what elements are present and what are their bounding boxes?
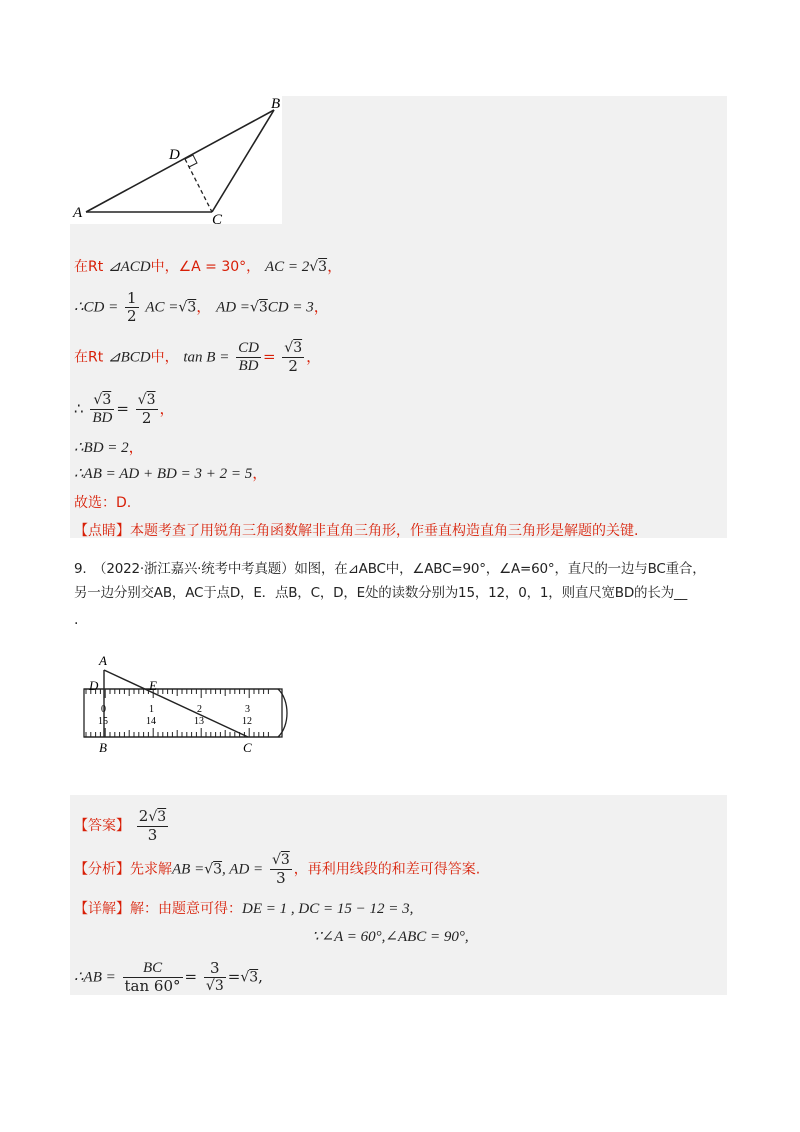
solution-line-4: ∴ $\frac{√3}{BD}$ = $\frac{√3}{2}$ ， <box>74 392 175 427</box>
detail-line-1: 【详解】解：由题意可得：DE = 1 , DC = 15 − 12 = 3, <box>74 901 414 917</box>
solution-line-5: ∴BD = 2， <box>74 438 144 456</box>
detail-line-3: ∴AB = $\frac{BC}{\tan 60^\circ}$ = $\frac{3}{√3}$ =√3, <box>74 959 263 995</box>
label-C: C <box>212 212 223 224</box>
label-D: D <box>169 147 180 163</box>
label-B2: B <box>99 740 107 755</box>
solution-line-2: ∴CD = $\frac{1}{2}$ AC =√3， AD =√3CD = 3， <box>74 289 329 325</box>
label-A2: A <box>99 653 107 668</box>
label-A: A <box>73 205 83 221</box>
triangle-figure <box>70 96 282 224</box>
ruler-top-1: 1 <box>149 704 154 715</box>
ruler-bottom-13: 13 <box>194 716 204 727</box>
solution-line-1: 在Rt ⊿ACD中，∠A = 30°， AC = 2√3， <box>74 257 343 275</box>
ruler-bottom-15: 15 <box>98 716 108 727</box>
ruler-figure <box>80 648 290 758</box>
question-9-line-2: 另一边分别交AB，AC于点D，E．点B，C，D，E处的读数分别为15，12，0，1，则直尺宽BD的长为__ <box>74 585 688 601</box>
label-C2: C <box>243 740 252 755</box>
ruler-bottom-12: 12 <box>242 716 252 727</box>
label-E: E <box>149 678 157 693</box>
ruler-bottom-14: 14 <box>146 716 156 727</box>
answer-line: 【答案】 $\frac{2√3}{3}$ <box>74 807 167 844</box>
label-D2: D <box>89 678 99 693</box>
ruler-top-0: 0 <box>101 704 106 715</box>
ruler-top-3: 3 <box>245 704 250 715</box>
analysis-line: 【分析】先求解AB =√3, AD = $\frac{√3}{3}$ ，再利用线段的和差可得答案. <box>74 852 481 887</box>
question-9-line-3: . <box>74 612 79 628</box>
solution-line-6: ∴AB = AD + BD = 3 + 2 = 5， <box>74 464 268 482</box>
label-B: B <box>271 96 281 112</box>
solution-choice: 故选：D. <box>74 495 132 511</box>
key-point: 【点睛】本题考查了用锐角三角函数解非直角三角形，作垂直构造直角三角形是解题的关键. <box>74 523 639 539</box>
question-9-line-1: 9. （2022·浙江嘉兴·统考中考真题）如图，在⊿ABC中，∠ABC=90°，∠A=60°，直尺的一边与BC重合， <box>74 561 706 577</box>
ruler-top-2: 2 <box>197 704 202 715</box>
detail-line-2: ∵∠A = 60°,∠ABC = 90°, <box>312 929 469 945</box>
solution-line-3: 在Rt ⊿BCD中， tan B = $\frac{CD}{BD}$ = $\frac{√3}{2}$ ， <box>74 340 322 375</box>
